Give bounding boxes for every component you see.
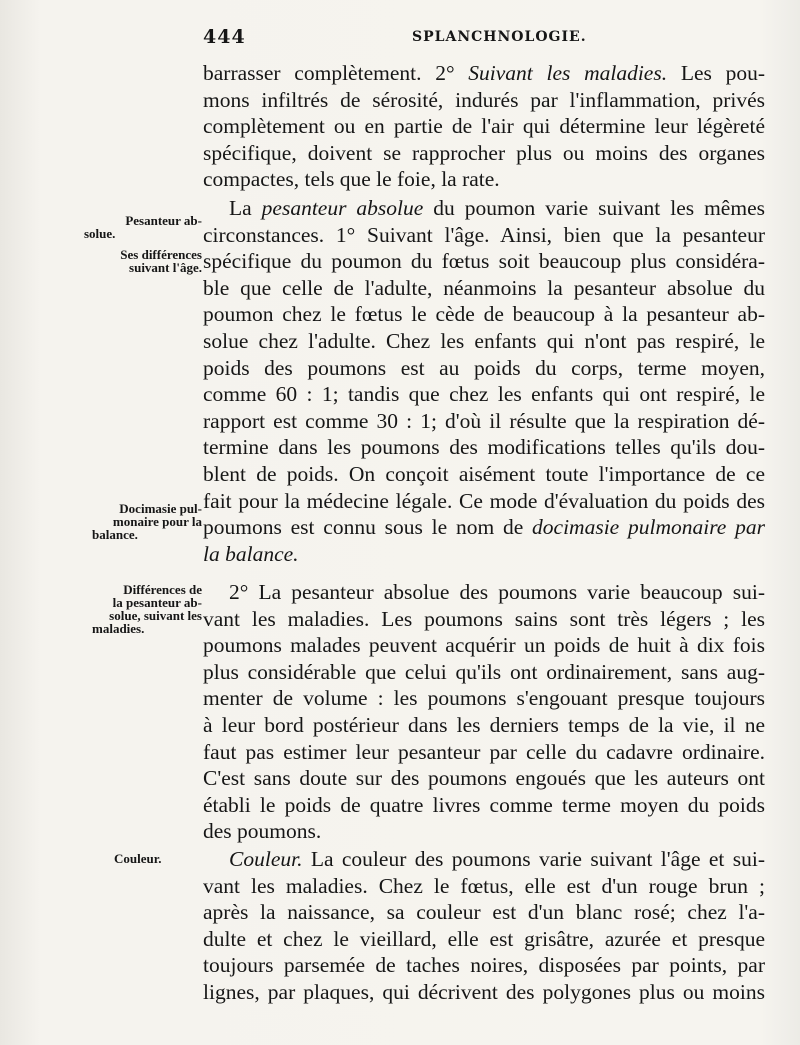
text-line: termine dans les poumons des modifications telles qu'ils dou- <box>203 435 765 460</box>
text-line: spécifique, doivent se rapprocher plus ou moins des organes <box>203 140 765 165</box>
text-line: La pesanteur absolue du poumon varie suivant les mêmes <box>229 196 765 220</box>
text-line: 2° La pesanteur absolue des poumons varie beaucoup sui- <box>229 580 765 604</box>
paragraph-pesanteur-absolue <box>203 195 765 567</box>
text-line: vant les maladies. Chez le fœtus, elle est d'un rouge brun ; <box>203 873 765 898</box>
text-line: poumons est connu sous le nom de docimasie pulmonaire par <box>203 515 765 540</box>
text-line: mons infiltrés de sérosité, indurés par l'inflammation, privés <box>203 87 765 112</box>
text-line: poumon chez le fœtus le cède de beaucoup à la pesanteur ab- <box>203 302 765 327</box>
text-line: faut pas estimer leur pesanteur par celle du cadavre ordinaire. <box>203 739 765 764</box>
text-line: établi le poids de quatre livres comme terme moyen du poids <box>203 792 765 817</box>
text-line: complètement ou en partie de l'air qui détermine leur légèreté <box>203 114 765 139</box>
text-line: solue chez l'adulte. Chez les enfants qui n'ont pas respiré, le <box>203 328 765 353</box>
text-line: circonstances. 1° Suivant l'âge. Ainsi, bien que la pesanteur <box>203 222 765 247</box>
text-line: comme 60 : 1; tandis que chez les enfants qui ont respiré, le <box>203 382 765 407</box>
page-number: 444 <box>203 26 246 48</box>
margin-note-differences-age: Ses différences suivant l'âge. <box>120 247 202 275</box>
margin-note-pesanteur-absolue: Pesanteur ab- solue. <box>84 213 202 241</box>
margin-note-docimasie: Docimasie pul- monaire pour la balance. <box>92 501 202 542</box>
paragraph-maladies-pesanteur <box>203 579 765 845</box>
text-line: compactes, tels que le foie, la rate. <box>203 167 500 192</box>
text-line: spécifique du poumon du fœtus soit beaucoup plus considéra- <box>203 249 765 274</box>
text-line: lignes, par plaques, qui décrivent des polygones plus ou moins <box>203 979 765 1004</box>
running-head: SPLANCHNOLOGIE. <box>412 29 587 45</box>
text-line: plus considérable que celui qu'ils ont ordinairement, sans aug- <box>203 659 765 684</box>
margin-note-differences-maladies: Différences de la pesanteur ab- solue, suivant les maladies. <box>92 582 202 636</box>
text-line: C'est sans doute sur des poumons engoués que les auteurs ont <box>203 766 765 791</box>
text-line: vant les maladies. Les poumons sains sont très légers ; les <box>203 606 765 631</box>
text-line: après la naissance, sa couleur est d'un blanc rosé; chez l'a- <box>203 900 765 925</box>
text-line: la balance. <box>203 541 299 566</box>
text-line: fait pour la médecine légale. Ce mode d'évaluation du poids des <box>203 488 765 513</box>
text-line: des poumons. <box>203 819 322 844</box>
text-line: poumons malades peuvent acquérir un poids de huit à dix fois <box>203 633 765 658</box>
text-line: blent de poids. On conçoit aisément toute l'importance de ce <box>203 461 765 486</box>
text-line: menter de volume : les poumons s'engouant presque toujours <box>203 686 765 711</box>
text-line: poids des poumons est au poids du corps, terme moyen, <box>203 355 765 380</box>
text-line: barrasser complètement. 2° Suivant les maladies. Les pou- <box>203 61 765 85</box>
paragraph-couleur <box>203 846 765 1006</box>
text-line: Couleur. La couleur des poumons varie suivant l'âge et sui- <box>229 847 765 871</box>
text-line: toujours parsemée de taches noires, disposées par points, par <box>203 953 765 978</box>
text-line: à leur bord postérieur dans les derniers temps de la vie, il ne <box>203 712 765 737</box>
margin-note-couleur: Couleur. <box>114 851 162 866</box>
paragraph-maladies <box>203 60 765 193</box>
text-line: ble que celle de l'adulte, néanmoins la pesanteur absolue du <box>203 275 765 300</box>
text-line: rapport est comme 30 : 1; d'où il résulte que la respiration dé- <box>203 408 765 433</box>
text-line: dulte et chez le vieillard, elle est grisâtre, azurée et presque <box>203 926 765 951</box>
